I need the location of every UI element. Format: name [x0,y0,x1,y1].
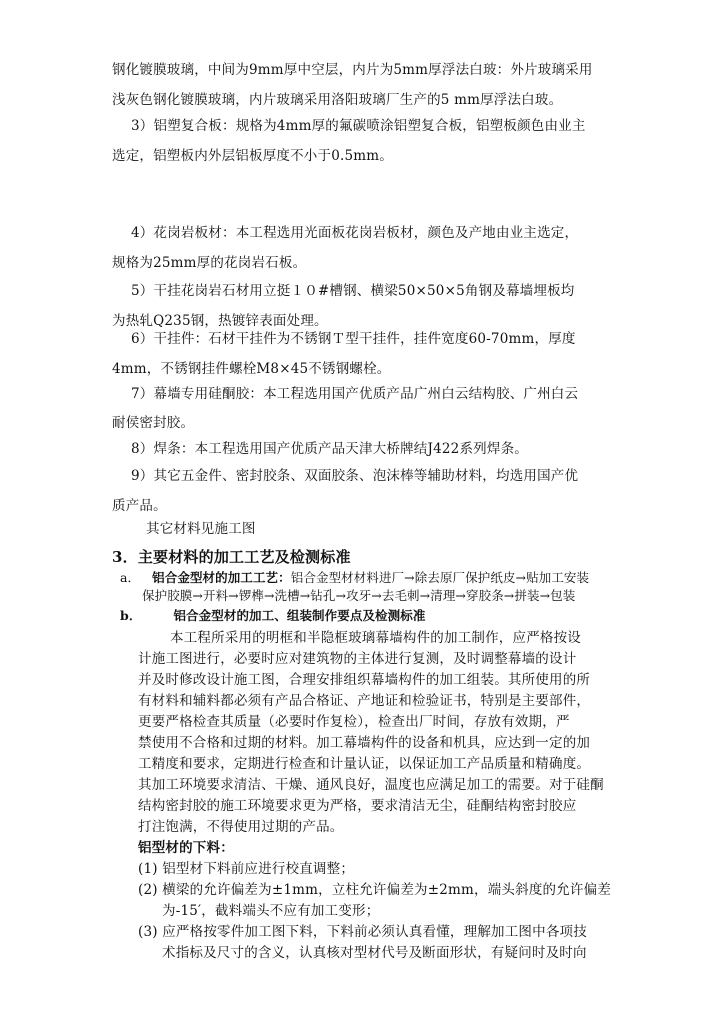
text-line: 规格为25mm厚的花岗岩石板。 [112,255,307,271]
list-item: (3) 应严格按零件加工图下料，下料前必须认真看懂，理解加工图中各项技 [138,924,587,940]
paragraph-line: 结构密封胶的施工环境要求更为严格，要求清洁无尘，硅酮结构密封胶应 [138,798,577,814]
text-line: 7）幕墙专用硅酮胶：本工程选用国产优质产品广州白云结构胶、广州白云 [131,386,579,402]
text-line: 8）焊条：本工程选用国产优质产品天津大桥牌结J422系列焊条。 [131,441,528,457]
text-line: 质产品。 [112,498,167,514]
text-line: 其它材料见施工图 [146,521,256,537]
text-line: 选定，铝塑板内外层铝板厚度不小于0.5mm。 [112,148,393,164]
paragraph-line: 有材料和辅料都必须有产品合格证、产地证和检验证书，特别是主要部件， [138,693,591,709]
paragraph-line: 禁使用不合格和过期的材料。加工幕墙构件的设备和机具，应达到一定的加 [138,735,591,751]
text-line: 浅灰色钢化镀膜玻璃，内片玻璃采用洛阳玻璃厂生产的5 mm厚浮法白玻。 [112,92,563,108]
paragraph-line: 本工程所采用的明框和半隐框玻璃幕墙构件的加工制作，应严格按设 [170,630,581,646]
item-a-marker: a． [120,570,141,585]
paragraph-line: 计施工图进行，必要时应对建筑物的主体进行复测，及时调整幕墙的设计 [138,651,577,667]
item-b-title: 铝合金型材的加工、组装制作要点及检测标准 [173,608,426,623]
item-b-line [120,607,425,625]
item-a-text: 铝合金型材材料进厂→除去原厂保护纸皮→贴加工安装 [290,570,590,585]
text-line: 钢化镀膜玻璃，中间为9mm厚中空层，内片为5mm厚浮法白玻：外片玻璃采用 [112,62,593,78]
text-line: 3）铝塑复合板：规格为4mm厚的氟碳喷涂铝塑复合板，铝塑板颜色由业主 [131,118,586,134]
list-item-continuation: 为-15′，截料端头不应有加工变形； [162,903,380,919]
item-a-continuation: 保护胶膜→开料→锣榫→洗槽→钻孔→攻牙→去毛刺→清理→穿胶条→拼装→包装 [142,588,576,603]
text-line: 9）其它五金件、密封胶条、双面胶条、泡沫棒等辅助材料，均选用国产优 [131,468,579,484]
paragraph-line: 并及时修改设计施工图，合理安排组织幕墙构件的加工组装。其所使用的所 [138,672,591,688]
paragraph-line: 打注饱满，不得使用过期的产品。 [138,819,344,835]
text-line: 6）干挂件：石材干挂件为不锈钢Ｔ型干挂件，挂件宽度60-70mm，厚度 [131,331,576,347]
section-heading: 3．主要材料的加工工艺及检测标准 [112,548,351,566]
paragraph-line: 工精度和要求，定期进行检查和计量认证，以保证加工产品质量和精确度。 [138,756,591,772]
paragraph-line: 更要严格检查其质量（必要时作复检），检查出厂时间，存放有效期，严 [138,714,570,730]
text-line: 4）花岗岩板材：本工程选用光面板花岗岩板材，颜色及产地由业主选定， [131,225,579,241]
text-line: 4mm，不锈钢挂件螺栓M8×45不锈钢螺栓。 [112,361,391,377]
item-a-line [120,569,589,587]
paragraph-line: 其加工环境要求清洁、干燥、通风良好，温度也应满足加工的需要。对于硅酮 [138,777,604,793]
text-line: 耐侯密封胶。 [112,415,195,431]
list-item-continuation: 术指标及尺寸的含义，认真核对型材代号及断面形状，有疑问时及时向 [162,945,587,961]
list-item: (2) 横梁的允许偏差为±1mm，立柱允许偏差为±2mm，端头斜度的允许偏差 [138,882,612,898]
item-b-marker: b． [120,608,142,623]
text-line: 为热轧Q235钢，热镀锌表面处理。 [112,313,328,329]
text-line: 5）干挂花岗岩石材用立挺１０#槽钢、横梁50×50×5角钢及幕墙埋板均 [131,283,575,299]
list-item: (1) 铝型材下料前应进行校直调整； [138,861,355,877]
subheading: 铝型材的下料： [138,840,234,856]
item-a-title: 铝合金型材的加工工艺： [152,570,291,585]
